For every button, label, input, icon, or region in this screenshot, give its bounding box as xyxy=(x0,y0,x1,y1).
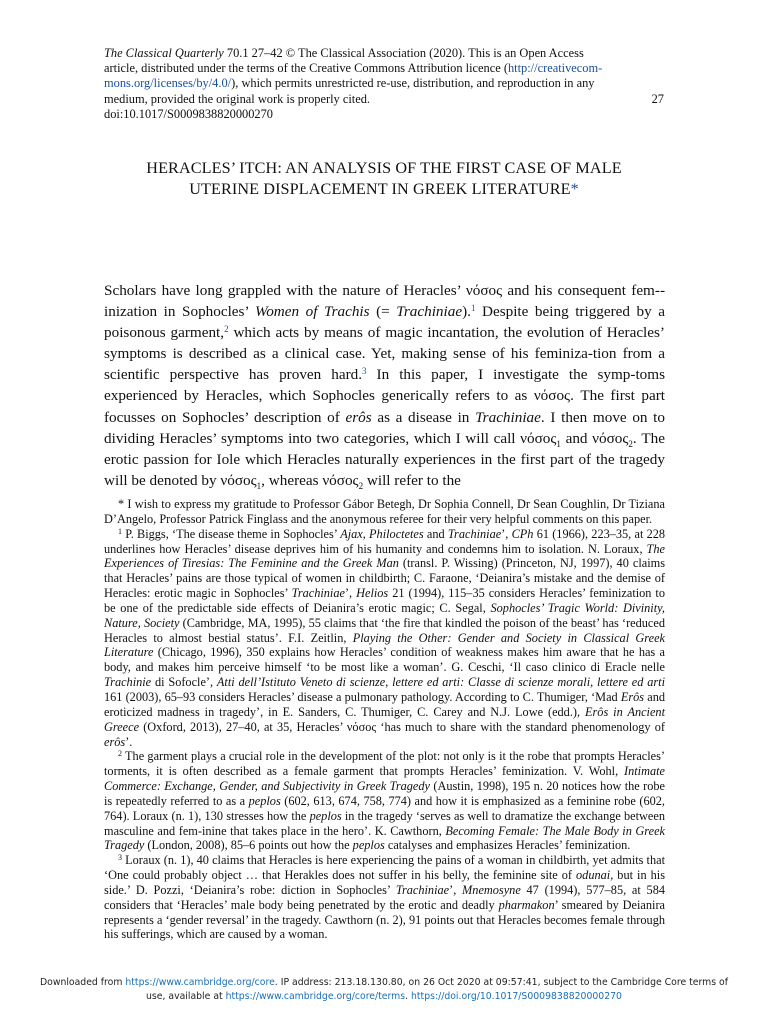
title-line-1: HERACLES’ ITCH: AN ANALYSIS OF THE FIRST CASE OF MALE xyxy=(146,159,622,177)
article-title xyxy=(104,158,664,199)
footnote-ref-2[interactable]: 2 xyxy=(224,324,229,335)
masthead-line-2: article, distributed under the terms of the Creative Commons Attribution licence (http://creativecom- xyxy=(104,61,603,76)
footer-line-2: use, available at https://www.cambridge.org/core/terms. https://doi.org/10.1017/S0009838820000270 xyxy=(146,990,622,1002)
title-line-2: UTERINE DISPLACEMENT IN GREEK LITERATURE* xyxy=(189,179,579,198)
licence-link[interactable]: http://creativecom- xyxy=(507,61,603,76)
doi-link[interactable]: https://doi.org/10.1017/S0009838820000270 xyxy=(411,990,622,1002)
footnote-1: $^1$ P. Biggs, ‘The disease theme in Sophocles’ Ajax, Philoctetes and Trachiniae’, CPh 61 (1966), 223–35, at 228 underlines how Heracles’ disease deprives him of his humanity and condemns him to isolation. N. Loraux, The Experiences of Tiresias: The Feminine and the Greek Man (transl. P. Wissing) (Princeton, NJ, 1997), 40 claims that Heracles’ pains are those typical of women in childbirth; C. Faraone, ‘Deianira’s mistake and the demise of Heracles: erotic magic in Sophocles’ Trachiniae’, Helios 21 (1994), 115–35 considers Heracles’ feminization to be one of the predictable side effects of Deianira’s erotic magic; C. Segal, Sophocles’ Tragic World: Divinity, Nature, Society (Cambridge, MA, 1995), 55 claims that ‘the fire that kindled the poison of the beast’ has ‘reduced Heracles to almost bestial status’. F.I. Zeitlin, Playing the Other: Gender and Society in Classical Greek Literature (Chicago, 1996), 350 explains how Heracles’ condition of weakness makes him aware that he has a body, and makes him perceive himself ‘to be most like a woman’. G. Ceschi, ‘Il caso clinico di Eracle nelle Trachinie di Sofocle’, Atti dell’Istituto Veneto di scienze, lettere ed arti: Classe di scienze morali, lettere ed arti 161 (2003), 65–93 considers Heracles’ disease a pulmonary pathology. According to C. Thumiger, ‘Mad Erôs and eroticized madness in tragedy’, in E. Sanders, C. Thumiger, C. Carey and N.J. Lowe (edd.), Erôs in Ancient Greece (Oxford, 2013), 27–40, at 35, Heracles’ νόσος ‘has much to share with the standard phenomenology of erôs’. xyxy=(104,526,666,749)
footnote-star: * I wish to express my gratitude to Professor Gábor Betegh, Dr Sophia Connell, Dr Sean Coughlin, Dr Tiziana D’Angelo, Professor Patrick Finglass and the anonymous referee for their very helpful comments on this paper. xyxy=(104,497,665,526)
page-number: 27 xyxy=(651,91,664,106)
cambridge-core-link[interactable]: https://www.cambridge.org/core xyxy=(125,977,275,988)
intro-paragraph: Scholars have long grappled with the nature of Heracles’ νόσος and his consequent fem-inization in Sophocles’ Women of Trachis (= Trachiniae).$^1$ Despite being triggered by a poisonous garment,$^2$ which acts by means of magic incantation, the evolution of Heracles’ symptoms is described as a clinical case. Yet, making sense of his feminiza-tion from a scientific perspective has proven hard.$^3$ In this paper, I investigate the symp-toms experienced by Heracles, which Sophocles generically refers to as νόσος. The first part focusses on Sophocles’ description of erôs as a disease in Trachiniae. I then move on to dividing Heracles’ symptoms into two categories, which I will call νόσος$_1$ and νόσος$_2$. The erotic passion for Iole which Heracles naturally experiences in the first part of the tragedy will be denoted by νόσος$_1$, whereas νόσος$_2$ will refer to the xyxy=(104,282,666,491)
licence-link-cont[interactable]: mons.org/licenses/by/4.0/ xyxy=(104,76,232,91)
footnote-2: $^2$ The garment plays a crucial role in the development of the plot: not only is it the robe that prompts Heracles’ torments, it is often described as a female garment that prompts Heracles’ feminization. V. Wohl, Intimate Commerce: Exchange, Gender, and Subjectivity in Greek Tragedy (Austin, 1998), 195 n. 20 notices how the robe is repeatedly referred to as a peplos (602, 613, 674, 758, 774) and how it is emphasized as a feminine robe (602, 764). Loraux (n. 1), 130 stresses how the peplos in the tragedy ‘serves as well to dramatize the exchange between masculine and fem-inine that takes place in the hero’. K. Cawthorn, Becoming Female: The Male Body in Greek Tragedy (London, 2008), 85–6 points out how the peplos catalyses and emphasizes Heracles’ feminization. xyxy=(104,749,665,853)
footnote-ref-3[interactable]: 3 xyxy=(362,366,367,377)
footnote-3: $^3$ Loraux (n. 1), 40 claims that Heracles is here experiencing the pains of a woman in childbirth, yet admits that ‘One could probably object … that Herakles does not suffer in his belly, the feminine site of odunai, but in his side.’ D. Pozzi, ‘Deianira’s robe: diction in Sophocles’ Trachiniae’, Mnemosyne 47 (1994), 577–85, at 584 considers that ‘Heracles’ male body being penetrated by the erotic and deadly pharmakon’ smeared by Deianira represents a ‘gender reversal’ in the tragedy. Cawthorn (n. 2), 91 points out that Heracles becomes female through his sufferings, which are caused by a woman. xyxy=(104,853,666,942)
journal-masthead xyxy=(104,46,664,122)
masthead-line-4: medium, provided the original work is properly cited. 27 xyxy=(104,91,664,106)
footer-line-1: Downloaded from https://www.cambridge.org/core. IP address: 213.18.130.80, on 26 Oct 2020 at 09:57:41, subject to the Cambridge Core terms of xyxy=(40,977,728,988)
terms-link[interactable]: https://www.cambridge.org/core/terms xyxy=(225,990,406,1002)
footnote-ref-1[interactable]: 1 xyxy=(470,303,476,314)
footnotes xyxy=(104,497,665,942)
body-paragraph xyxy=(104,280,665,491)
doi: doi:10.1017/S0009838820000270 xyxy=(104,106,274,121)
masthead-line-1: The Classical Quarterly 70.1 27–42 © The Classical Association (2020). This is an Open Access xyxy=(104,46,584,60)
journal-name: The Classical Quarterly xyxy=(104,46,224,60)
download-footer xyxy=(6,976,762,1003)
masthead-line-3: mons.org/licenses/by/4.0/), which permits unrestricted re-use, distribution, and reproduction in any xyxy=(104,76,595,91)
title-footnote-star[interactable]: * xyxy=(570,179,579,198)
